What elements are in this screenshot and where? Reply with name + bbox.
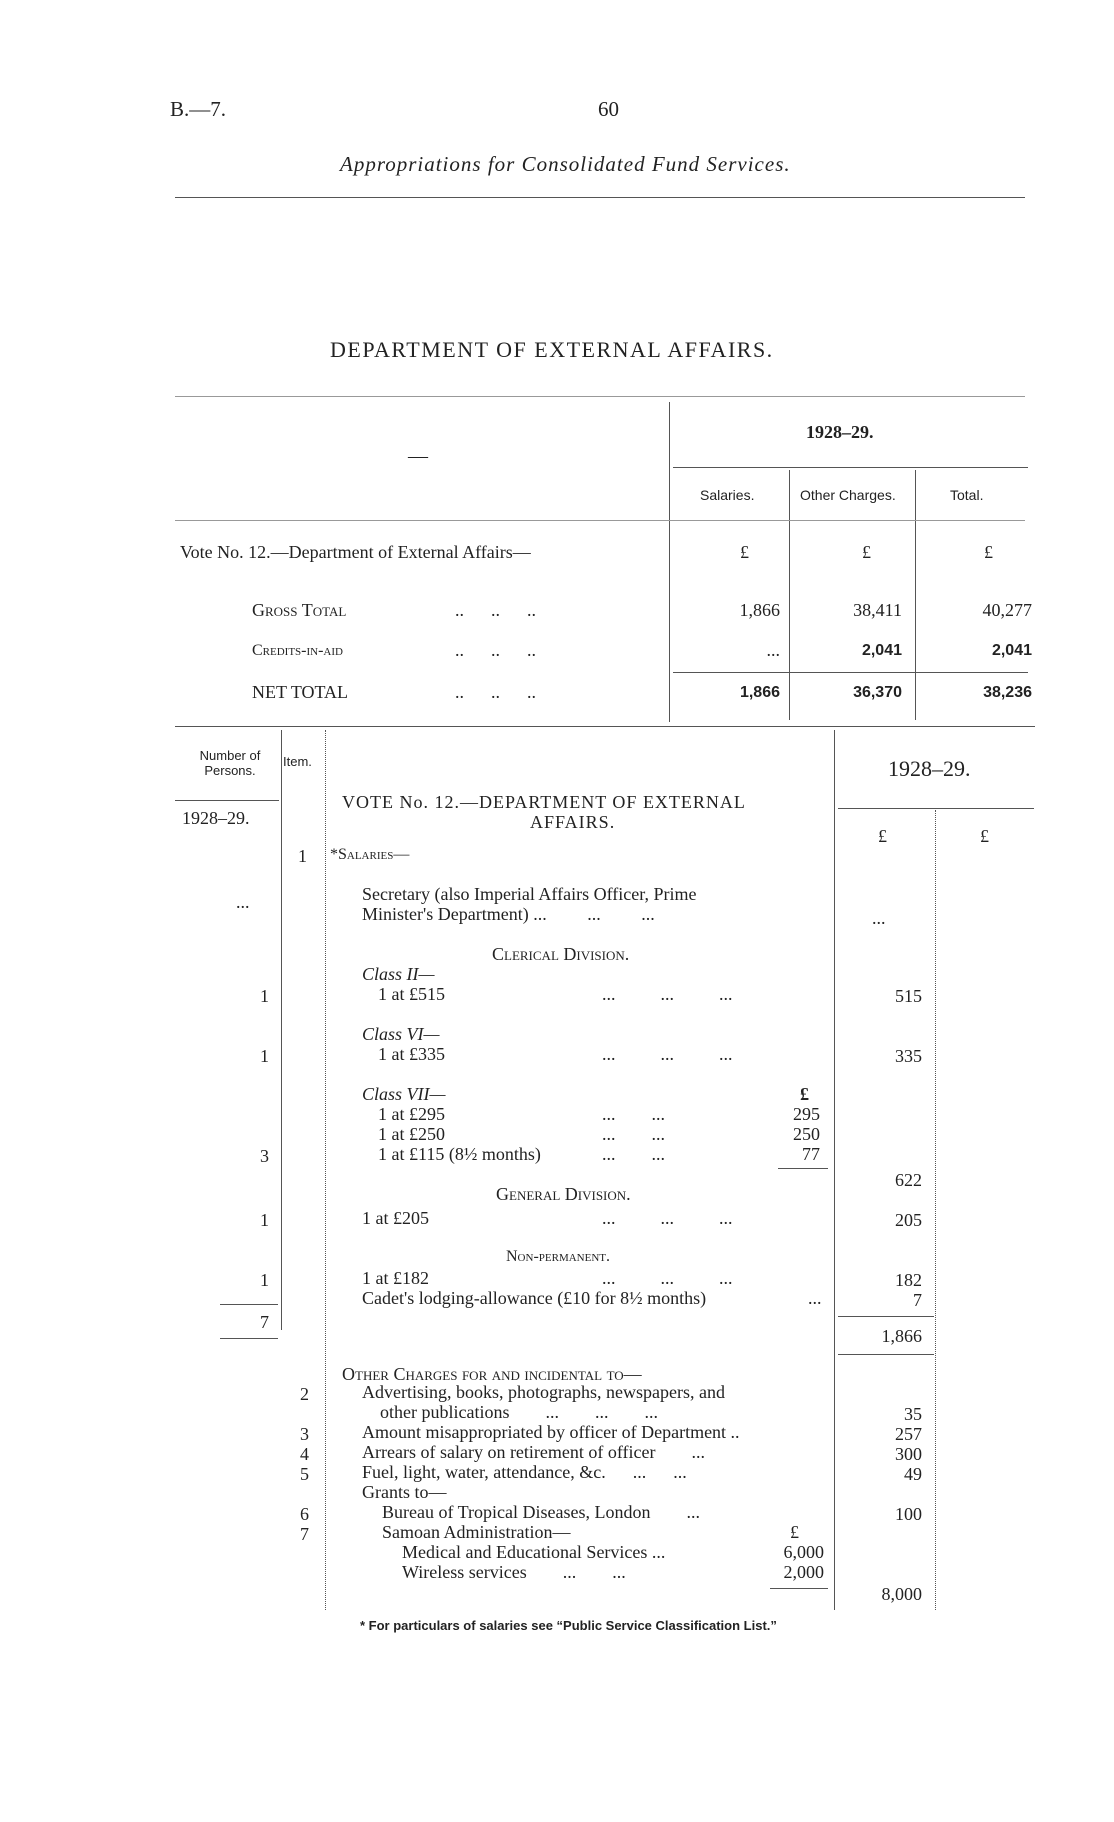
class-ii-line: 1 at £515 <box>378 984 445 1004</box>
item-number: 1 <box>298 846 307 866</box>
vote-title-line-1: VOTE No. 12.—DEPARTMENT OF EXTERNAL <box>342 792 746 812</box>
row-salaries: 1,866 <box>739 600 780 620</box>
general-amount: 205 <box>895 1210 922 1230</box>
class-ii-label: Class II— <box>362 964 435 984</box>
class-vii-line: 1 at £295 <box>378 1104 445 1124</box>
general-division-heading: General Division. <box>496 1184 631 1204</box>
header-rule <box>175 197 1025 198</box>
class-vi-line: 1 at £335 <box>378 1044 445 1064</box>
other-charge-item: 4 <box>300 1444 309 1464</box>
secretary-amount: ... <box>872 908 886 928</box>
row-label: Gross Total <box>252 600 347 620</box>
class-vii-line: 1 at £115 (8½ months) <box>378 1144 541 1164</box>
grants-label: Grants to— <box>362 1482 447 1502</box>
other-charge-amount: 300 <box>895 1444 922 1464</box>
general-line: 1 at £205 <box>362 1208 429 1228</box>
other-charge-line-1: Arrears of salary on retirement of officer ... <box>362 1442 706 1462</box>
class-vii-dots: ... ... <box>602 1124 665 1144</box>
non-permanent-amount: 182 <box>895 1270 922 1290</box>
row-dots: .. .. .. <box>455 640 536 660</box>
summary-year: 1928–29. <box>806 422 874 442</box>
row-dots: .. .. .. <box>455 600 536 620</box>
general-persons: 1 <box>260 1210 269 1230</box>
head-item: Item. <box>283 754 312 769</box>
row-total: 38,236 <box>983 684 1032 701</box>
currency-total: £ <box>984 542 993 562</box>
class-vii-value: 77 <box>802 1144 820 1164</box>
persons-year: 1928–29. <box>182 808 250 828</box>
class-vii-value: 250 <box>793 1124 820 1144</box>
samoa-pound: £ <box>790 1522 799 1542</box>
other-charge-amount: 49 <box>904 1464 922 1484</box>
cadet-allowance-dots: ... <box>808 1288 822 1308</box>
summary-dash: — <box>408 445 428 467</box>
samoa-line: Samoan Administration— <box>382 1522 571 1542</box>
row-salaries: 1,866 <box>739 684 780 701</box>
other-charge-amount: 257 <box>895 1424 922 1444</box>
class-ii-persons: 1 <box>260 986 269 1006</box>
page-number: 60 <box>598 97 619 121</box>
other-charge-line-1: Advertising, books, photographs, newspapers, and <box>362 1382 725 1402</box>
non-permanent-line: 1 at £182 <box>362 1268 429 1288</box>
class-vii-line: 1 at £250 <box>378 1124 445 1144</box>
row-other: 38,411 <box>853 600 902 620</box>
samoa-service-line: Wireless services ... ... <box>402 1562 626 1582</box>
summary-vote-label: Vote No. 12.—Department of External Affairs— <box>180 542 531 562</box>
secretary-line-1: Secretary (also Imperial Affairs Officer, Prime <box>362 884 697 904</box>
row-total: 40,277 <box>982 600 1032 620</box>
non-permanent-dots: ... ... ... <box>602 1268 733 1288</box>
other-charge-item: 2 <box>300 1384 309 1404</box>
clerical-division-heading: Clerical Division. <box>492 944 630 964</box>
vote-title-line-2: AFFAIRS. <box>530 812 616 832</box>
non-permanent-persons: 1 <box>260 1270 269 1290</box>
general-dots: ... ... ... <box>602 1208 733 1228</box>
class-vi-amount: 335 <box>895 1046 922 1066</box>
col-other-charges: Other Charges. <box>800 487 896 503</box>
cadet-allowance-line: Cadet's lodging-allowance (£10 for 8½ months) <box>362 1288 707 1308</box>
other-charge-line-1: Amount misappropriated by officer of Department .. <box>362 1422 740 1442</box>
col-total: Total. <box>950 487 984 503</box>
class-ii-amount: 515 <box>895 986 922 1006</box>
page-title: DEPARTMENT OF EXTERNAL AFFAIRS. <box>330 337 774 362</box>
other-charges-heading: Other Charges for and incidental to— <box>342 1364 642 1384</box>
salaries-heading: *Salaries— <box>330 846 410 863</box>
class-vii-dots: ... ... <box>602 1104 665 1124</box>
samoa-total: 8,000 <box>881 1584 922 1604</box>
row-dots: .. .. .. <box>455 682 536 702</box>
other-charge-line-1: Fuel, light, water, attendance, &c. ... ... <box>362 1462 687 1482</box>
class-vii-persons: 3 <box>260 1146 269 1166</box>
pound-column-2: £ <box>980 826 989 846</box>
secretary-persons: ... <box>236 892 250 912</box>
other-charge-line-2: other publications ... ... ... <box>380 1402 658 1422</box>
samoa-service-value: 6,000 <box>783 1542 824 1562</box>
document-reference: B.—7. <box>170 97 227 121</box>
head-number-of-persons: Number of Persons. <box>199 748 261 778</box>
row-label: Credits-in-aid <box>252 642 343 659</box>
pound-column-1: £ <box>878 826 887 846</box>
secretary-line-2: Minister's Department) ... ... ... <box>362 904 655 924</box>
class-vii-value: 295 <box>793 1104 820 1124</box>
samoa-service-line: Medical and Educational Services ... <box>402 1542 666 1562</box>
samoa-item: 7 <box>300 1524 309 1544</box>
row-salaries: ... <box>766 640 780 660</box>
row-other: 36,370 <box>853 684 902 701</box>
currency-salaries: £ <box>740 542 749 562</box>
row-label: NET TOTAL <box>252 682 349 702</box>
footnote: * For particulars of salaries see “Public Service Classification List.” <box>360 1618 777 1633</box>
bureau-item: 6 <box>300 1504 309 1524</box>
samoa-service-value: 2,000 <box>783 1562 824 1582</box>
row-total: 2,041 <box>991 642 1032 659</box>
currency-other: £ <box>862 542 871 562</box>
class-ii-dots: ... ... ... <box>602 984 733 1004</box>
class-vi-dots: ... ... ... <box>602 1044 733 1064</box>
cadet-allowance-amount: 7 <box>913 1290 922 1310</box>
class-vii-amount: 622 <box>895 1170 922 1190</box>
row-other: 2,041 <box>861 642 902 659</box>
other-charge-item: 5 <box>300 1464 309 1484</box>
bureau-line: Bureau of Tropical Diseases, London ... <box>382 1502 700 1522</box>
class-vii-label: Class VII— <box>362 1084 446 1104</box>
head-year: 1928–29. <box>888 756 971 781</box>
col-salaries: Salaries. <box>700 487 755 503</box>
other-charge-item: 3 <box>300 1424 309 1444</box>
class-vi-persons: 1 <box>260 1046 269 1066</box>
non-permanent-heading: Non-permanent. <box>506 1248 610 1265</box>
other-charge-amount: 35 <box>904 1404 922 1424</box>
bureau-amount: 100 <box>895 1504 922 1524</box>
salaries-total: 1,866 <box>881 1326 922 1346</box>
class-vii-pound: £ <box>800 1084 809 1104</box>
class-vii-dots: ... ... <box>602 1144 665 1164</box>
page-subtitle: Appropriations for Consolidated Fund Services. <box>340 152 791 176</box>
class-vi-label: Class VI— <box>362 1024 440 1044</box>
total-persons: 7 <box>260 1312 269 1332</box>
